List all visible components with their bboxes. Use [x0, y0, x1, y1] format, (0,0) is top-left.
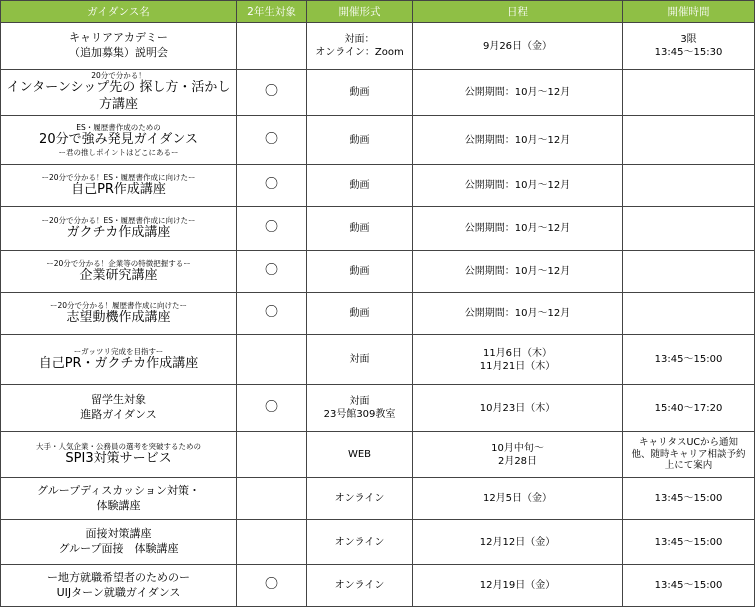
circle-mark: 〇: [264, 177, 278, 193]
format-cell: [307, 478, 413, 520]
time-cell: [623, 432, 755, 478]
schedule-cell: [413, 432, 623, 478]
table-row: [1, 293, 755, 335]
schedule-text: 12月12日（金）: [479, 536, 556, 548]
schedule-text: 9月26日（金）: [482, 40, 553, 52]
guidance-name-cell: [1, 23, 237, 70]
schedule-cell: [413, 335, 623, 385]
guidance-name-cell: [1, 251, 237, 293]
schedule-cell: [413, 70, 623, 116]
schedule-cell: [413, 251, 623, 293]
format-cell: [307, 565, 413, 607]
time-cell: [623, 116, 755, 165]
schedule-text: 12月5日（金）: [482, 493, 553, 504]
guidance-subtitle: ー20分で分かる！企業等の特徴把握するー: [46, 258, 191, 268]
circle-mark: 〇: [264, 305, 278, 321]
second-year-target-cell: [237, 335, 307, 385]
guidance-title: 自己PR作成講座: [71, 181, 166, 197]
second-year-target-cell: [237, 432, 307, 478]
schedule-text: 公開期間：10月～12月: [464, 180, 571, 191]
second-year-target-cell: [237, 70, 307, 116]
time-cell: [623, 520, 755, 565]
table-row: [1, 116, 755, 165]
table-row: [1, 335, 755, 385]
format-text: 動画: [349, 180, 370, 191]
header-schedule: 日程: [413, 1, 623, 23]
format-cell: [307, 165, 413, 207]
guidance-title: グループ面接 体験講座: [58, 542, 179, 555]
circle-mark: 〇: [264, 131, 278, 147]
guidance-name-cell: [1, 565, 237, 607]
schedule-cell: [413, 565, 623, 607]
guidance-tagline: ー君の推しポイントはどこにあるー: [58, 148, 179, 158]
second-year-target-cell: [237, 116, 307, 165]
table-body: [1, 23, 755, 607]
schedule-text: 公開期間：10月～12月: [464, 223, 571, 234]
time-cell: [623, 23, 755, 70]
schedule-text: 12月19日（金）: [479, 580, 556, 591]
guidance-name-cell: [1, 70, 237, 116]
schedule-text: 公開期間：10月～12月: [464, 87, 571, 98]
header-format: 開催形式: [307, 1, 413, 23]
guidance-name-cell: [1, 478, 237, 520]
format-text: 動画: [349, 308, 370, 319]
table-row: [1, 520, 755, 565]
time-cell: [623, 70, 755, 116]
format-text: 対面: [349, 354, 370, 365]
time-cell: [623, 293, 755, 335]
guidance-title: SPI3対策サービス: [65, 450, 172, 466]
schedule-text: 公開期間：10月～12月: [464, 266, 571, 277]
time-cell: [623, 251, 755, 293]
time-text: 13:45～15:00: [654, 493, 723, 504]
format-text: オンライン: [334, 493, 385, 504]
guidance-title: 企業研究講座: [79, 267, 158, 283]
format-text: 23号館309教室: [323, 409, 396, 420]
time-text: 上にて案内: [664, 460, 713, 472]
format-text: WEB: [347, 449, 372, 460]
second-year-target-cell: [237, 293, 307, 335]
guidance-name-cell: [1, 165, 237, 207]
circle-mark: 〇: [264, 220, 278, 236]
second-year-target-cell: [237, 165, 307, 207]
schedule-cell: [413, 293, 623, 335]
header-time: 開催時間: [623, 1, 755, 23]
header-guidance-name: ガイダンス名: [1, 1, 237, 23]
schedule-text: 11月6日（木）: [482, 347, 553, 359]
circle-mark: 〇: [264, 577, 278, 593]
second-year-target-cell: [237, 565, 307, 607]
time-cell: [623, 207, 755, 251]
guidance-title: 体験講座: [96, 498, 141, 512]
guidance-title: 留学生対象: [91, 393, 146, 407]
guidance-title: （追加募集）説明会: [69, 46, 168, 59]
time-text: 他、随時キャリア相談予約: [631, 448, 746, 460]
format-text: 対面：: [344, 34, 375, 45]
second-year-target-cell: [237, 207, 307, 251]
time-text: 13:45～15:00: [654, 536, 723, 548]
schedule-cell: [413, 165, 623, 207]
second-year-target-cell: [237, 520, 307, 565]
guidance-subtitle: ES・履歴書作成のための: [76, 122, 161, 132]
time-text: 15:40～17:20: [654, 402, 723, 414]
time-cell: [623, 385, 755, 432]
circle-mark: 〇: [264, 399, 278, 415]
guidance-subtitle: ー20分で分かる！ES・履歴書作成に向けたー: [41, 215, 196, 225]
format-cell: [307, 293, 413, 335]
guidance-subtitle: ー20分で分かる！ES・履歴書作成に向けたー: [41, 172, 196, 182]
table-row: [1, 207, 755, 251]
guidance-name-cell: [1, 116, 237, 165]
schedule-cell: [413, 478, 623, 520]
format-cell: [307, 385, 413, 432]
format-cell: [307, 251, 413, 293]
format-text: 動画: [349, 266, 370, 277]
time-text: 13:45～15:00: [654, 580, 723, 591]
format-text: オンライン: [334, 536, 385, 548]
second-year-target-cell: [237, 251, 307, 293]
guidance-title: 進路ガイダンス: [80, 408, 157, 421]
guidance-title: UIJターン就職ガイダンス: [56, 585, 181, 599]
format-text: 動画: [349, 134, 370, 146]
guidance-title: ー地方就職希望者のためのー: [47, 570, 190, 584]
circle-mark: 〇: [264, 84, 278, 100]
table-row: [1, 70, 755, 116]
second-year-target-cell: [237, 23, 307, 70]
time-cell: [623, 165, 755, 207]
guidance-title: グループディスカッション対策・: [37, 483, 200, 497]
format-text: 動画: [349, 223, 370, 234]
header-second-year-target: 2年生対象: [237, 1, 307, 23]
format-cell: [307, 116, 413, 165]
guidance-name-cell: [1, 432, 237, 478]
format-cell: [307, 520, 413, 565]
guidance-title: インターンシップ先の 探し方・活かし方講座: [6, 80, 231, 112]
guidance-title: 自己PR・ガクチカ作成講座: [38, 355, 199, 371]
format-text: 動画: [349, 87, 370, 98]
table-row: [1, 432, 755, 478]
schedule-text: 10月23日（木）: [479, 402, 556, 414]
schedule-text: 11月21日（木）: [479, 360, 556, 372]
table-row: [1, 478, 755, 520]
guidance-name-cell: [1, 293, 237, 335]
table-row: [1, 385, 755, 432]
guidance-name-cell: [1, 335, 237, 385]
time-text: キャリタスUCから通知: [638, 436, 739, 448]
format-cell: [307, 432, 413, 478]
table-row: [1, 165, 755, 207]
header-row: [1, 1, 755, 23]
guidance-subtitle: 大手・人気企業・公務員の選考を突破するための: [36, 441, 201, 451]
guidance-title: 志望動機作成講座: [66, 309, 171, 325]
schedule-text: 公開期間：10月～12月: [464, 134, 571, 146]
schedule-cell: [413, 116, 623, 165]
time-text: 13:45～15:30: [654, 47, 723, 58]
schedule-text: 2月28日: [497, 455, 538, 467]
guidance-name-cell: [1, 520, 237, 565]
guidance-title: ガクチカ作成講座: [66, 224, 171, 240]
circle-mark: 〇: [264, 263, 278, 279]
guidance-title: キャリアアカデミー: [69, 31, 168, 45]
guidance-subtitle: ーガッツリ完成を目指すー: [73, 346, 164, 356]
table-row: [1, 23, 755, 70]
format-cell: [307, 70, 413, 116]
time-cell: [623, 565, 755, 607]
guidance-name-cell: [1, 385, 237, 432]
guidance-title: 20分で強み発見ガイダンス: [39, 131, 198, 147]
format-text: オンライン：Zoom: [315, 47, 404, 58]
schedule-cell: [413, 207, 623, 251]
time-cell: [623, 335, 755, 385]
schedule-cell: [413, 520, 623, 565]
format-cell: [307, 207, 413, 251]
time-text: 3限: [680, 34, 697, 45]
table-row: [1, 565, 755, 607]
second-year-target-cell: [237, 478, 307, 520]
schedule-cell: [413, 23, 623, 70]
table-row: [1, 251, 755, 293]
schedule-text: 10月中旬～: [491, 442, 544, 454]
format-cell: [307, 335, 413, 385]
time-cell: [623, 478, 755, 520]
schedule-cell: [413, 385, 623, 432]
time-text: 13:45～15:00: [654, 354, 723, 365]
format-text: オンライン: [334, 580, 385, 591]
format-text: 対面: [349, 396, 370, 407]
guidance-subtitle: 20分で分かる！: [91, 71, 146, 81]
guidance-subtitle: ー20分で分かる！履歴書作成に向けたー: [49, 300, 188, 310]
format-cell: [307, 23, 413, 70]
second-year-target-cell: [237, 385, 307, 432]
guidance-name-cell: [1, 207, 237, 251]
guidance-title: 面接対策講座: [85, 527, 152, 541]
schedule-text: 公開期間：10月～12月: [464, 308, 571, 319]
